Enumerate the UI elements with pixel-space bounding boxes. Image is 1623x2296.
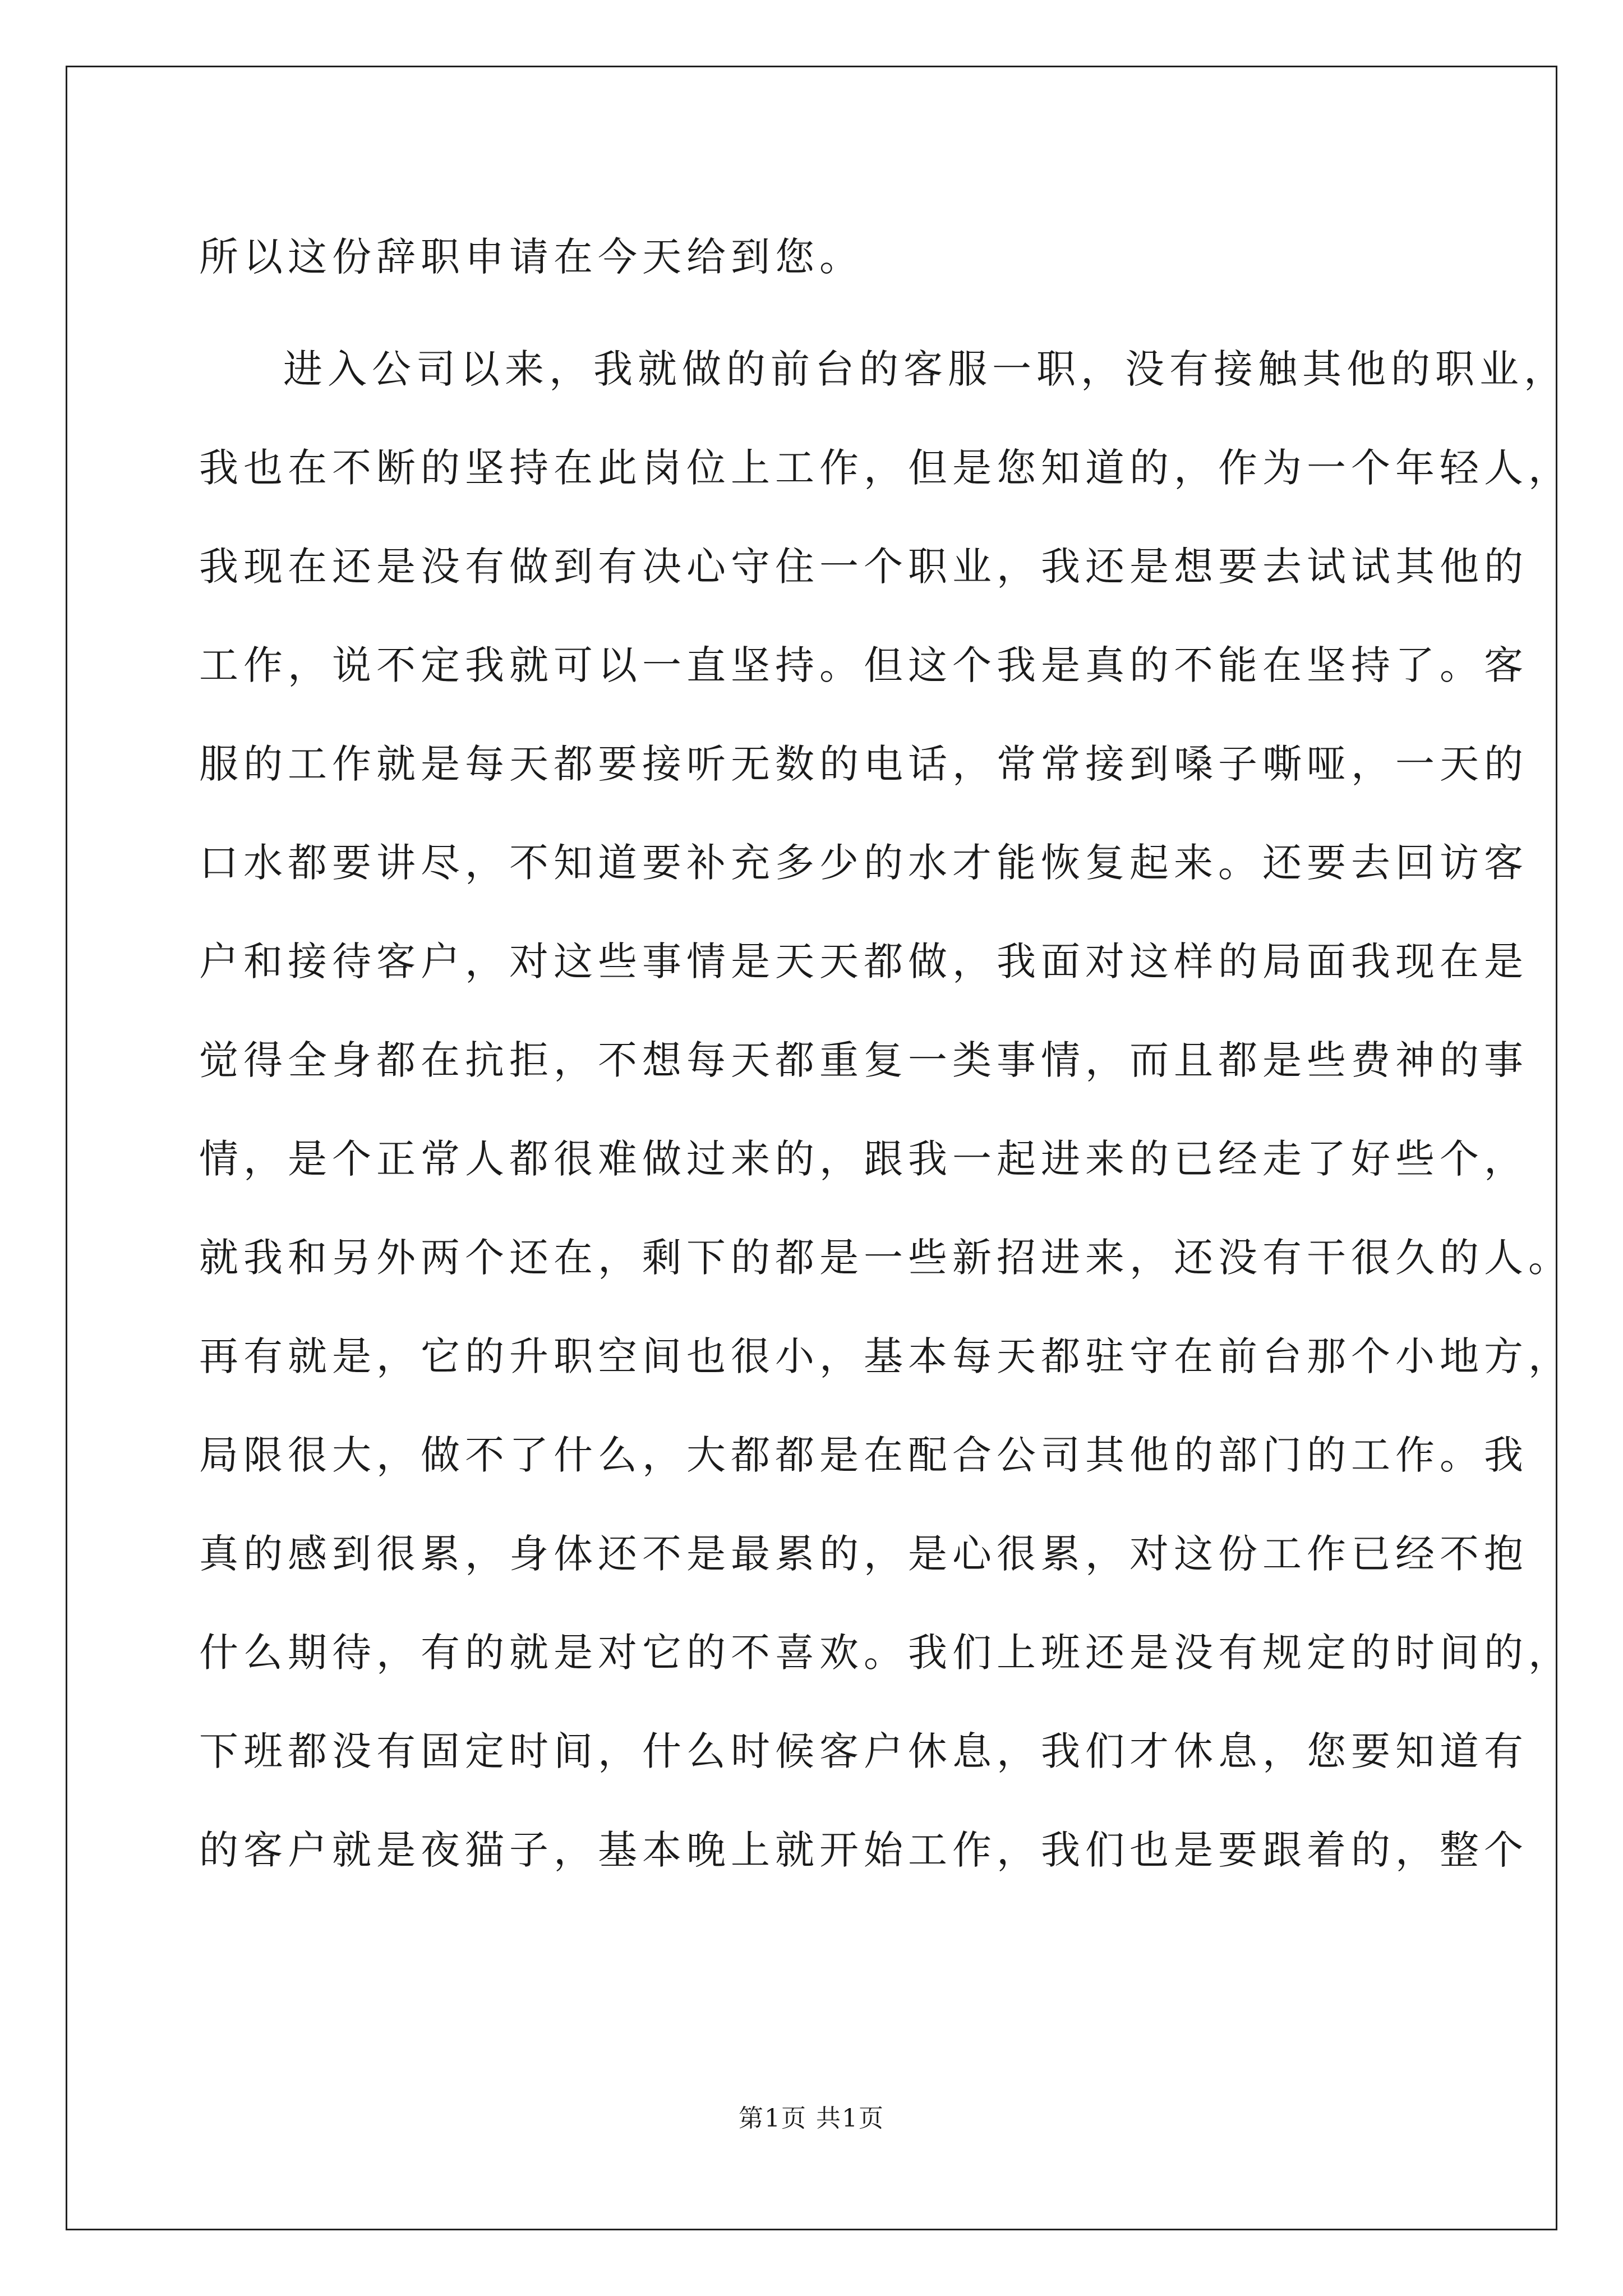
text-line: 户和接待客户，对这些事情是天天都做，我面对这样的局面我现在是	[199, 938, 1528, 984]
text-line: 觉得全身都在抗拒，不想每天都重复一类事情，而且都是些费神的事	[199, 1037, 1528, 1083]
text-line: 工作，说不定我就可以一直坚持。但这个我是真的不能在坚持了。客	[199, 642, 1528, 688]
page-footer: 第1页 共1页	[739, 2104, 884, 2133]
text-line: 所以这份辞职申请在今天给到您。	[199, 234, 864, 280]
text-line: 情，是个正常人都很难做过来的，跟我一起进来的已经走了好些个，	[199, 1136, 1528, 1182]
text-line: 局限很大，做不了什么，大都都是在配合公司其他的部门的工作。我	[199, 1432, 1528, 1478]
text-line: 口水都要讲尽，不知道要补充多少的水才能恢复起来。还要去回访客	[199, 840, 1528, 886]
text-line: 我现在还是没有做到有决心守住一个职业，我还是想要去试试其他的	[199, 544, 1528, 590]
text-line: 真的感到很累，身体还不是最累的，是心很累，对这份工作已经不抱	[199, 1531, 1528, 1577]
text-line: 什么期待，有的就是对它的不喜欢。我们上班还是没有规定的时间的，	[199, 1630, 1573, 1676]
text-line: 再有就是，它的升职空间也很小，基本每天都驻守在前台那个小地方，	[199, 1333, 1573, 1379]
text-line: 的客户就是夜猫子，基本晚上就开始工作，我们也是要跟着的，整个	[199, 1827, 1528, 1873]
document-body	[199, 208, 1573, 1899]
text-line: 服的工作就是每天都要接听无数的电话，常常接到嗓子嘶哑，一天的	[199, 741, 1528, 787]
text-line: 就我和另外两个还在，剩下的都是一些新招进来，还没有干很久的人。	[199, 1235, 1573, 1281]
text-line: 进入公司以来，我就做的前台的客服一职，没有接触其他的职业，	[283, 346, 1568, 392]
text-line: 下班都没有固定时间，什么时候客户休息，我们才休息，您要知道有	[199, 1728, 1528, 1774]
text-line: 我也在不断的坚持在此岗位上工作，但是您知道的，作为一个年轻人，	[199, 445, 1573, 491]
